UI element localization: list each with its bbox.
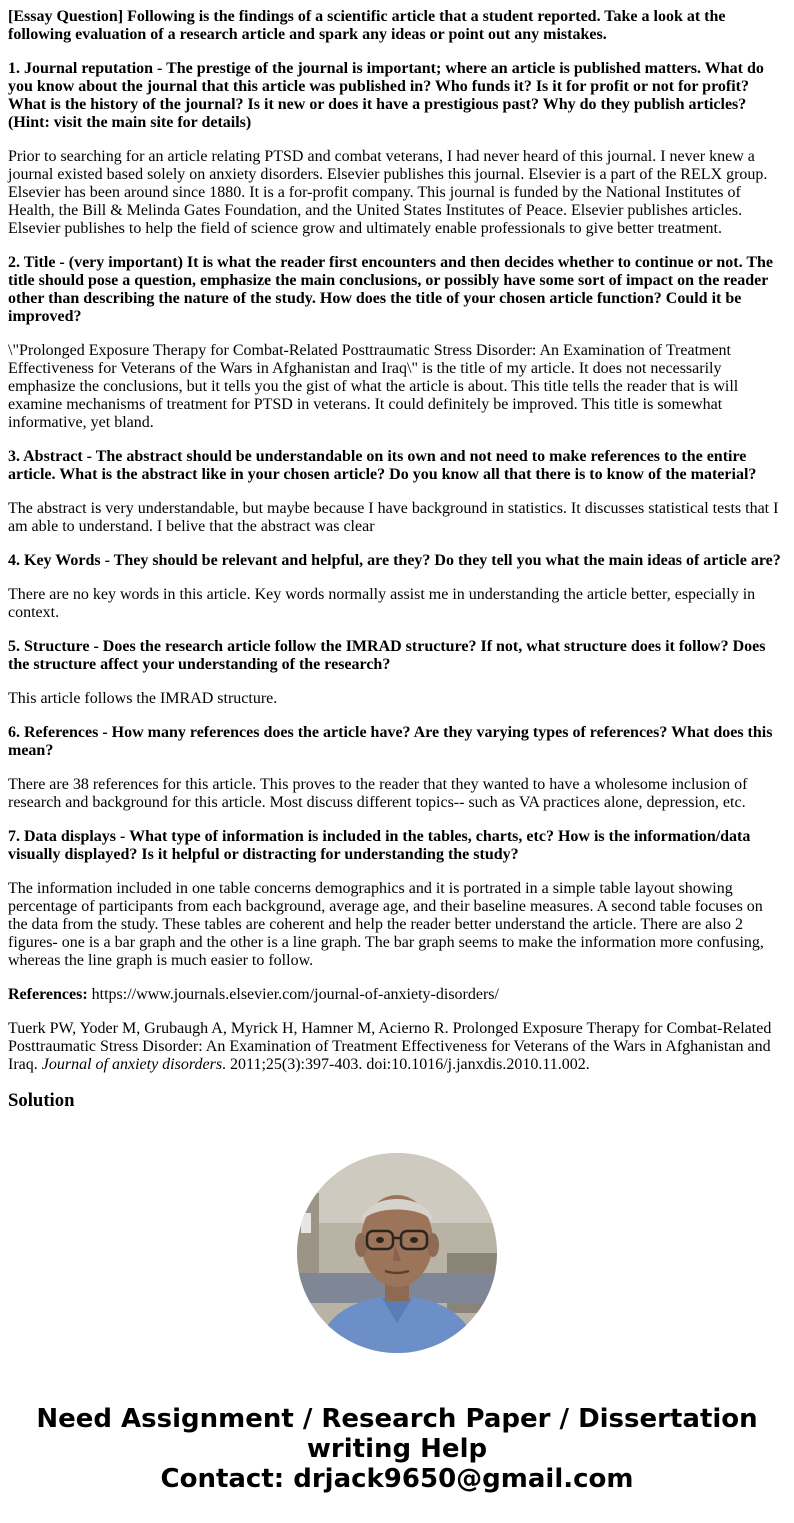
citation-prefix: Tuerk PW, Yoder M, Grubaugh A, Myrick H, Hamner M, Acierno R. Prolonged Exposure Therapy for Combat-Related Posttraumatic Stress Disorder: An Examination of Treatment Effectiveness for Veterans of the Wars in Afghanistan and Iraq. — [8, 1020, 772, 1073]
answer-structure: This article follows the IMRAD structure. — [8, 690, 278, 707]
prompt-structure: 5. Structure - Does the research article follow the IMRAD structure? If not, what structure does it follow? Does the structure affect your understanding of the research? — [8, 638, 766, 673]
citation-suffix: . 2011;25(3):397-403. doi:10.1016/j.janxdis.2010.11.002. — [222, 1056, 590, 1073]
prompt-abstract: 3. Abstract - The abstract should be understandable on its own and not need to make references to the entire article. What is the abstract like in your chosen article? Do you know all that there is to know of the material? — [8, 448, 757, 483]
answer-title: \"Prolonged Exposure Therapy for Combat-Related Posttraumatic Stress Disorder: An Examination of Treatment Effectiveness for Veterans of the Wars in Afghanistan and Iraq\" is the title of my article. It does not necessarily emphasize the conclusions, but it tells you the gist of what the article is about. This title tells the reader that is will examine mechanisms of treatment for PTSD in veterans. It could definitely be improved. This title is somewhat informative, yet bland. — [8, 342, 739, 431]
answer-key-words: There are no key words in this article. Key words normally assist me in understanding the article better, especially in context. — [8, 586, 756, 621]
promo-line-2: writing Help — [306, 1434, 488, 1464]
prompt-title: 2. Title - (very important) It is what the reader first encounters and then decides whether to continue or not. The title should pose a question, emphasize the main conclusions, or possibly have some sort of impact on the reader other than describing the nature of the study. How does the title of your chosen article function? Could it be improved? — [8, 254, 773, 325]
answer-journal-reputation: Prior to searching for an article relating PTSD and combat veterans, I had never heard of this journal. I never knew a journal existed based solely on anxiety disorders. Elsevier publishes this journal. Elsevier is a part of the RELX group. Elsevier has been around since 1880. It is a for-profit company. This journal is funded by the National Institutes of Health, the Bill & Melinda Gates Foundation, and the United States Institutes of Peace. Elsevier publishes articles. Elsevier publishes to help the field of science grow and ultimately enable professionals to give better treatment. — [8, 148, 768, 237]
promo-line-1: Need Assignment / Research Paper / Dissertation — [36, 1404, 758, 1434]
prompt-data-displays: 7. Data displays - What type of information is included in the tables, charts, etc? How is the information/data visually displayed? Is it helpful or distracting for understanding the study? — [8, 828, 751, 863]
prompt-key-words: 4. Key Words - They should be relevant and helpful, are they? Do they tell you what the main ideas of article are? — [8, 552, 781, 569]
author-photo — [297, 1153, 497, 1353]
question-intro: [Essay Question] Following is the findings of a scientific article that a student reported. Take a look at the following evaluation of a research article and spark any ideas or point out any mistakes. — [8, 8, 726, 43]
references-label: References: — [8, 986, 88, 1003]
promo-contact: Contact: drjack9650@gmail.com — [160, 1464, 634, 1494]
references-url: https://www.journals.elsevier.com/journal-of-anxiety-disorders/ — [91, 986, 499, 1003]
solution-heading: Solution — [8, 1090, 75, 1111]
author-photo-image — [297, 1153, 497, 1353]
citation-journal: Journal of anxiety disorders — [41, 1056, 223, 1073]
references-line — [8, 986, 786, 1004]
promo-banner — [0, 1404, 794, 1494]
prompt-journal-reputation: 1. Journal reputation - The prestige of the journal is important; where an article is published matters. What do you know about the journal that this article was published in? Who funds it? Is it for profit or not for profit? What is the history of the journal? Is it new or does it have a prestigious past? Why do they publish articles? (Hint: visit the main site for details) — [8, 60, 764, 131]
answer-references: There are 38 references for this article. This proves to the reader that they wanted to have a wholesome inclusion of research and background for this article. Most discuss different topics-- such as VA practices alone, depression, etc. — [8, 776, 748, 811]
document — [8, 8, 786, 1112]
prompt-references: 6. References - How many references does the article have? Are they varying types of references? What does this mean? — [8, 724, 773, 759]
answer-abstract: The abstract is very understandable, but maybe because I have background in statistics. It discusses statistical tests that I am able to understand. I belive that the abstract was clear — [8, 500, 779, 535]
answer-data-displays: The information included in one table concerns demographics and it is portrated in a simple table layout showing percentage of participants from each background, average age, and their baseline measures. A second table focuses on the data from the study. These tables are coherent and help the reader better understand the article. There are also 2 figures- one is a bar graph and the other is a line graph. The bar graph seems to make the information more confusing, whereas the line graph is much easier to follow. — [8, 880, 764, 969]
citation — [8, 1020, 786, 1074]
